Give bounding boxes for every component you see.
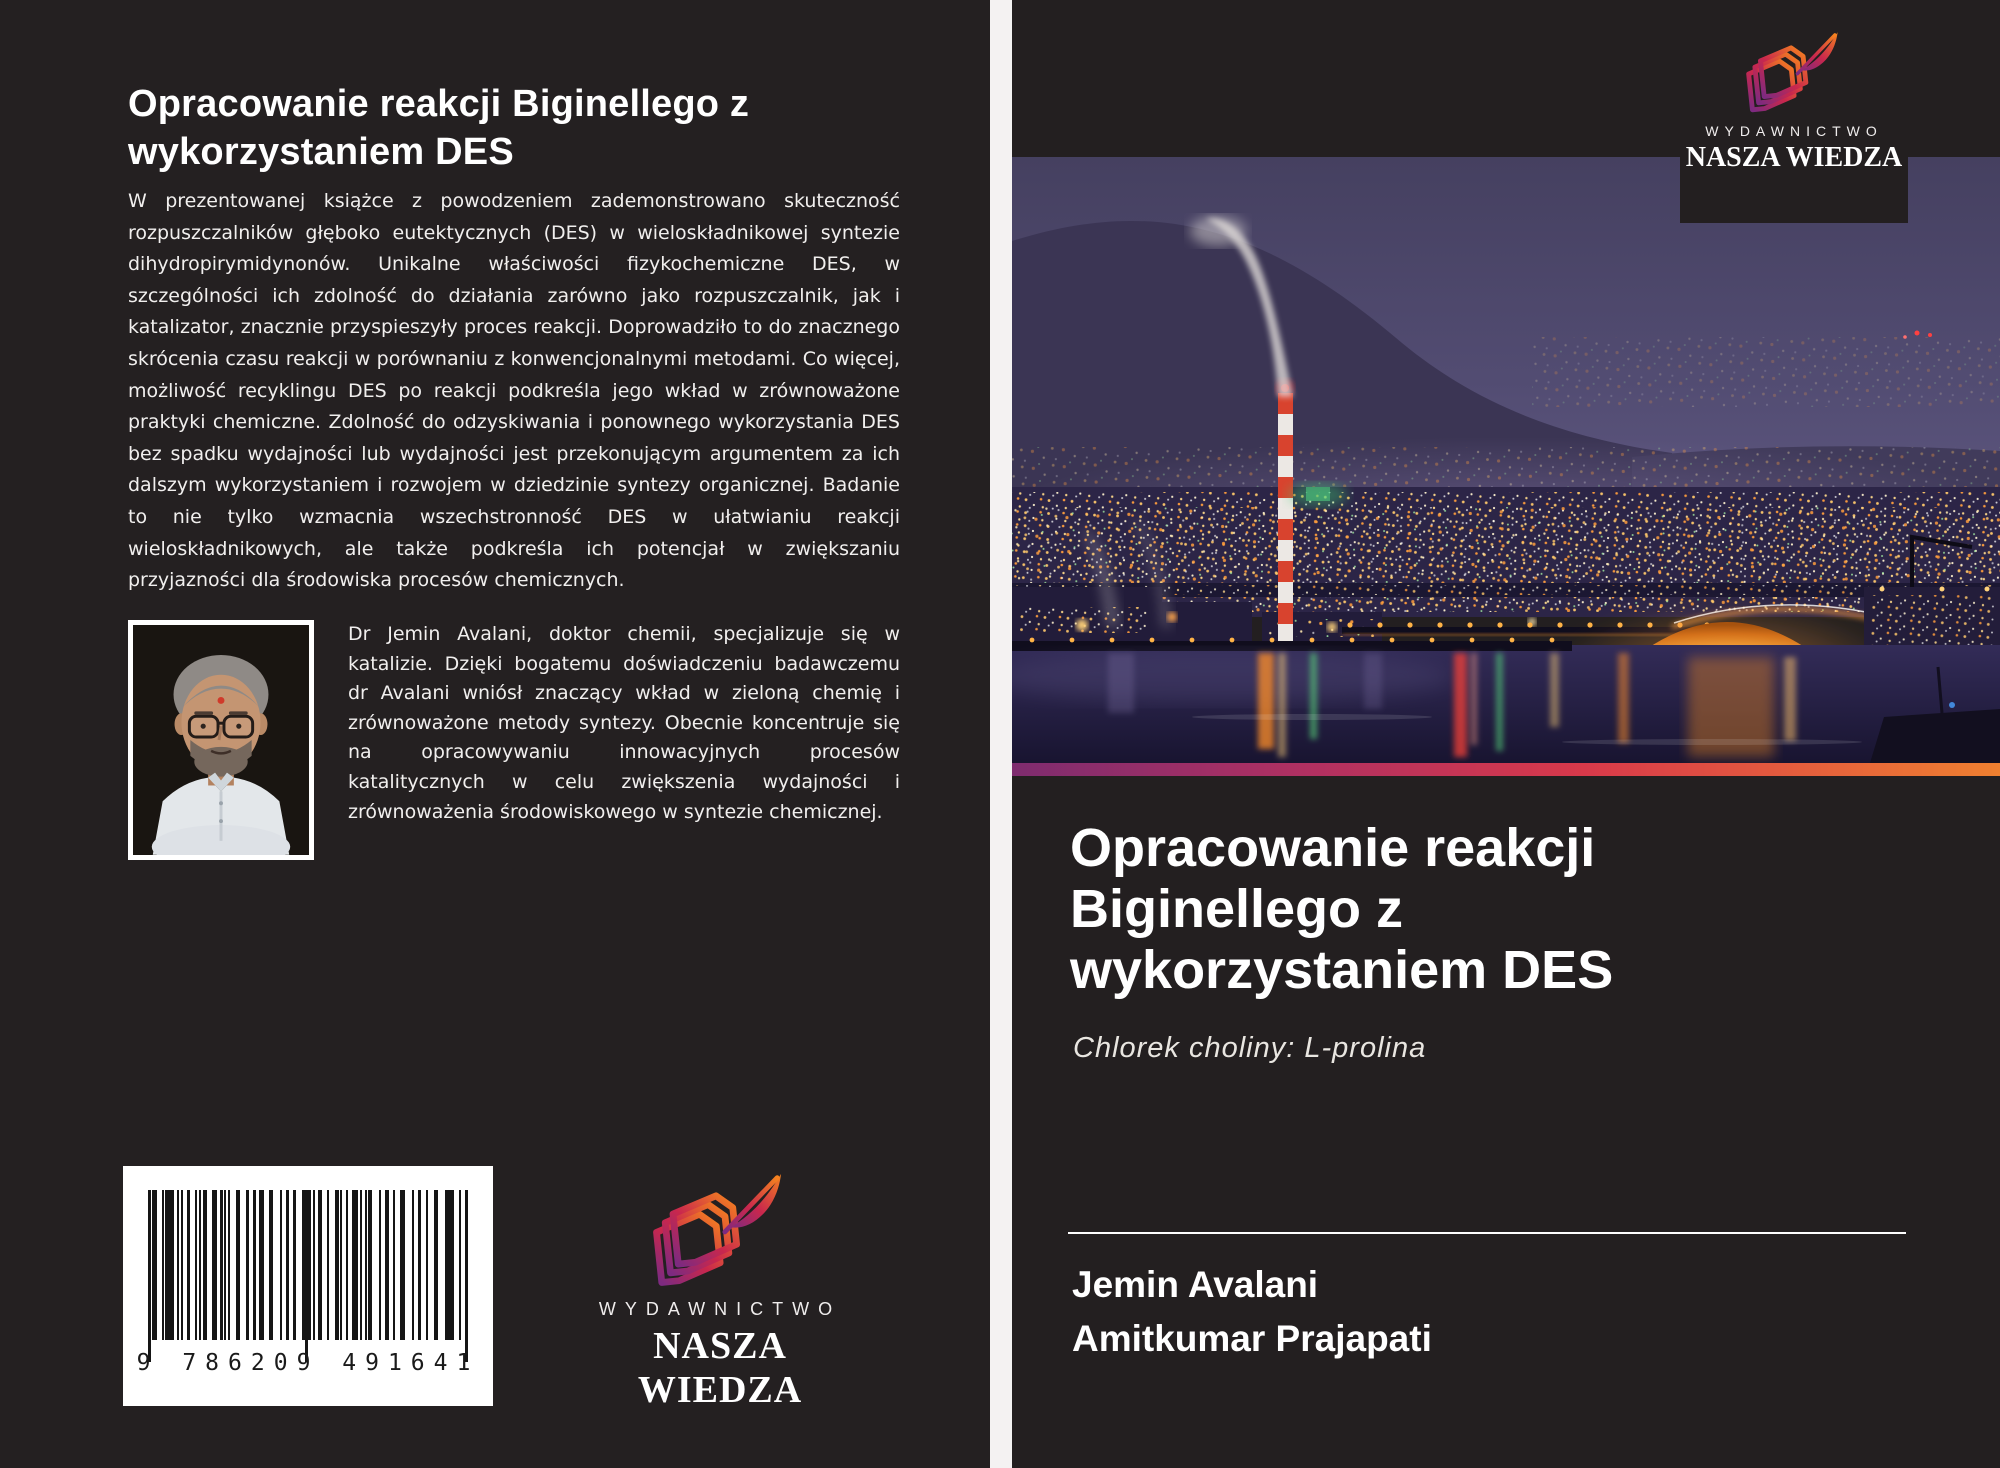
back-title-line: wykorzystaniem DES [128, 131, 514, 173]
books-feather-icon [1741, 28, 1847, 118]
barcode-bars [148, 1190, 468, 1340]
publisher-label: WYDAWNICTWO [1705, 123, 1883, 139]
accent-gradient-bar [1012, 763, 2000, 776]
author-bio-text: Dr Jemin Avalani, doktor chemii, specjalizuje się w katalizie. Dzięki bogatemu doświadczeniu badawczemu dr Avalani wniósł znaczący wkład w zieloną chemię i zrównoważone metody syntezy. Obecnie koncentruje się na opracowywaniu innowacyjnych procesów katalitycznych w celu zwiększenia wydajności i zrównoważenia środowiskowego w syntezie chemicznej. [348, 623, 900, 823]
striped-chimney [1276, 379, 1294, 645]
author-name: Amitkumar Prajapati [1072, 1318, 1432, 1359]
front-subtitle: Chlorek choliny: L-prolina [1073, 1032, 1427, 1064]
authors-block [1072, 1258, 1432, 1366]
back-cover [0, 0, 990, 1468]
publisher-label: WYDAWNICTWO [598, 1299, 842, 1319]
author-name: Jemin Avalani [1072, 1264, 1319, 1305]
publisher-logo-back [570, 1168, 870, 1412]
publisher-name: NASZA WIEDZA [637, 1325, 803, 1411]
boat-silhouette [1870, 709, 2000, 763]
barcode [123, 1166, 493, 1406]
publisher-name: NASZA WIEDZA [1685, 142, 1903, 173]
front-title-line: Biginellego z [1070, 879, 1404, 939]
synopsis-text: W prezentowanej książce z powodzeniem zademonstrowano skuteczność rozpuszczalników głęboko eutektycznych (DES) w wieloskładnikowej syntezie dihydropirymidynonów. Unikalne właściwości fizykochemiczne DES, w szczególności ich zdolność do działania zarówno jako rozpuszczalnik, jak i katalizator, znacznie przyspieszyły proces reakcji. Doprowadziło to do znacznego skrócenia czasu reakcji w porównaniu z konwencjonalnymi metodami. Co więcej, możliwość recyklingu DES po reakcji podkreśla jego wkład w zrównoważone praktyki chemiczne. Zdolność do odzyskiwania i ponownego wykorzystania DES bez spadku wydajności lub wydajności jest przekonującym argumentem za ich dalszym wykorzystaniem i rozwojem w dziedzinie syntezy organicznej. Badanie to nie tylko wzmacnia wszechstronność DES w ułatwianiu reakcji wieloskładnikowych, ale także podkreśla ich potencjał w zwiększaniu przyjazności dla środowiska procesów chemicznych. [128, 190, 900, 592]
cover-photo [1012, 157, 2000, 763]
author-portrait-illustration [133, 625, 309, 855]
back-title-line: Opracowanie reakcji Biginellego z [128, 83, 750, 125]
author-bio-section [128, 620, 900, 860]
authors-divider-rule [1068, 1232, 1906, 1234]
books-feather-icon [645, 1168, 795, 1294]
author-photo [128, 620, 314, 860]
front-title [1070, 818, 1870, 1001]
back-title [128, 80, 848, 176]
front-title-line: wykorzystaniem DES [1070, 940, 1614, 1000]
night-harbor-illustration [1012, 157, 2000, 763]
front-cover [1012, 0, 2000, 1468]
spine [990, 0, 1012, 1468]
barcode-number: 9 786209 491641 [136, 1350, 480, 1376]
front-title-line: Opracowanie reakcji [1070, 818, 1596, 878]
publisher-logo-front [1680, 0, 1908, 223]
